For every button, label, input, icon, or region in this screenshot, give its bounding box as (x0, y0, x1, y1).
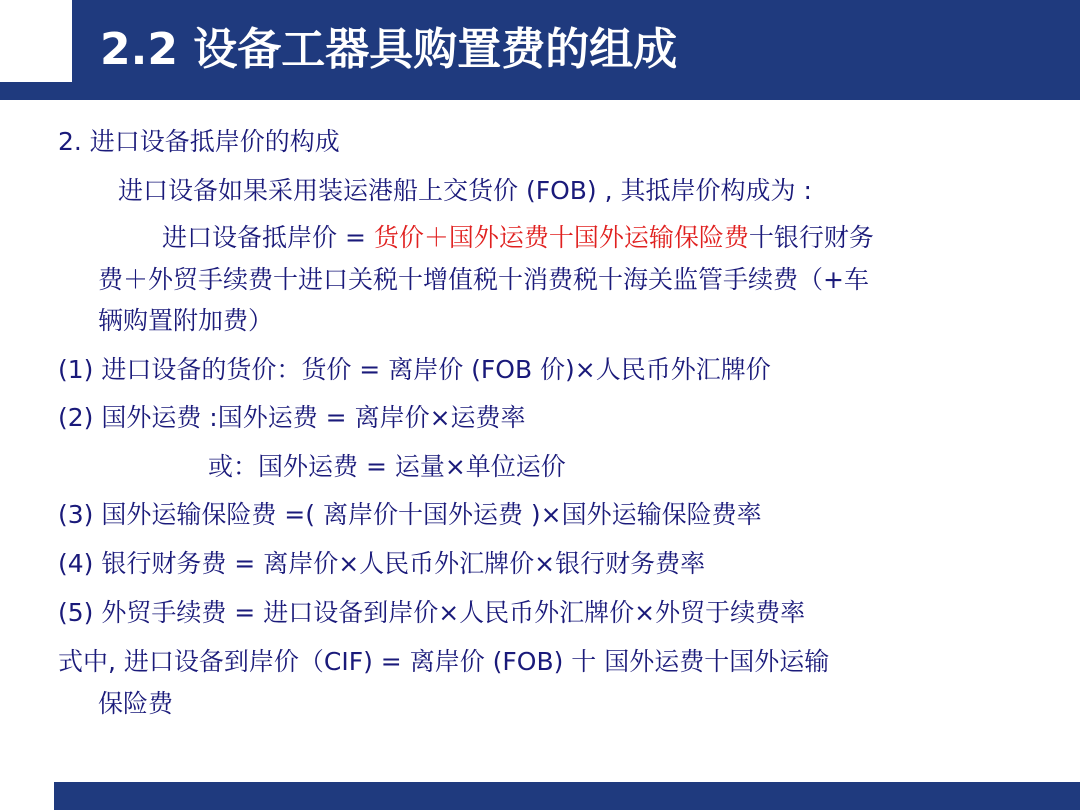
content-line-13: 保险费 (98, 689, 174, 718)
formula-highlight: 货价＋国外运费十国外运输保险费 (373, 223, 749, 252)
content-line-7: (2) 国外运费 :国外运费 = 离岸价×运费率 (58, 403, 526, 432)
content-line-4: 费＋外贸手续费十进口关税十增值税十消费税十海关监管手续费（+车 (98, 265, 869, 294)
content-line-6: (1) 进口设备的货价：货价 = 离岸价 (FOB 价)×人民币外汇牌价 (58, 355, 771, 384)
formula-lhs: 进口设备抵岸价 = (162, 223, 374, 252)
content-line-1: 2. 进口设备抵岸价的构成 (58, 127, 340, 156)
slide-title: 2.2 设备工器具购置费的组成 (100, 24, 678, 75)
content-line-5: 辆购置附加费） (98, 306, 274, 335)
content-line-11: (5) 外贸手续费 = 进口设备到岸价×人民币外汇牌价×外贸于续费率 (58, 598, 806, 627)
content-line-8: 或：国外运费 = 运量×单位运价 (208, 452, 566, 481)
content-line-3 (162, 222, 874, 254)
content-line-12: 式中, 进口设备到岸价（CIF) = 离岸价 (FOB) 十 国外运费十国外运输 (58, 647, 830, 676)
content-line-2: 进口设备如果采用装运港船上交货价 (FOB) , 其抵岸价构成为 : (118, 176, 812, 205)
formula-rest: 十银行财务 (748, 223, 874, 252)
content-line-9: (3) 国外运输保险费 =( 离岸价十国外运费 )×国外运输保险费率 (58, 500, 762, 529)
content-line-10: (4) 银行财务费 = 离岸价×人民币外汇牌价×银行财务费率 (58, 549, 706, 578)
footer-bar (54, 782, 1080, 810)
